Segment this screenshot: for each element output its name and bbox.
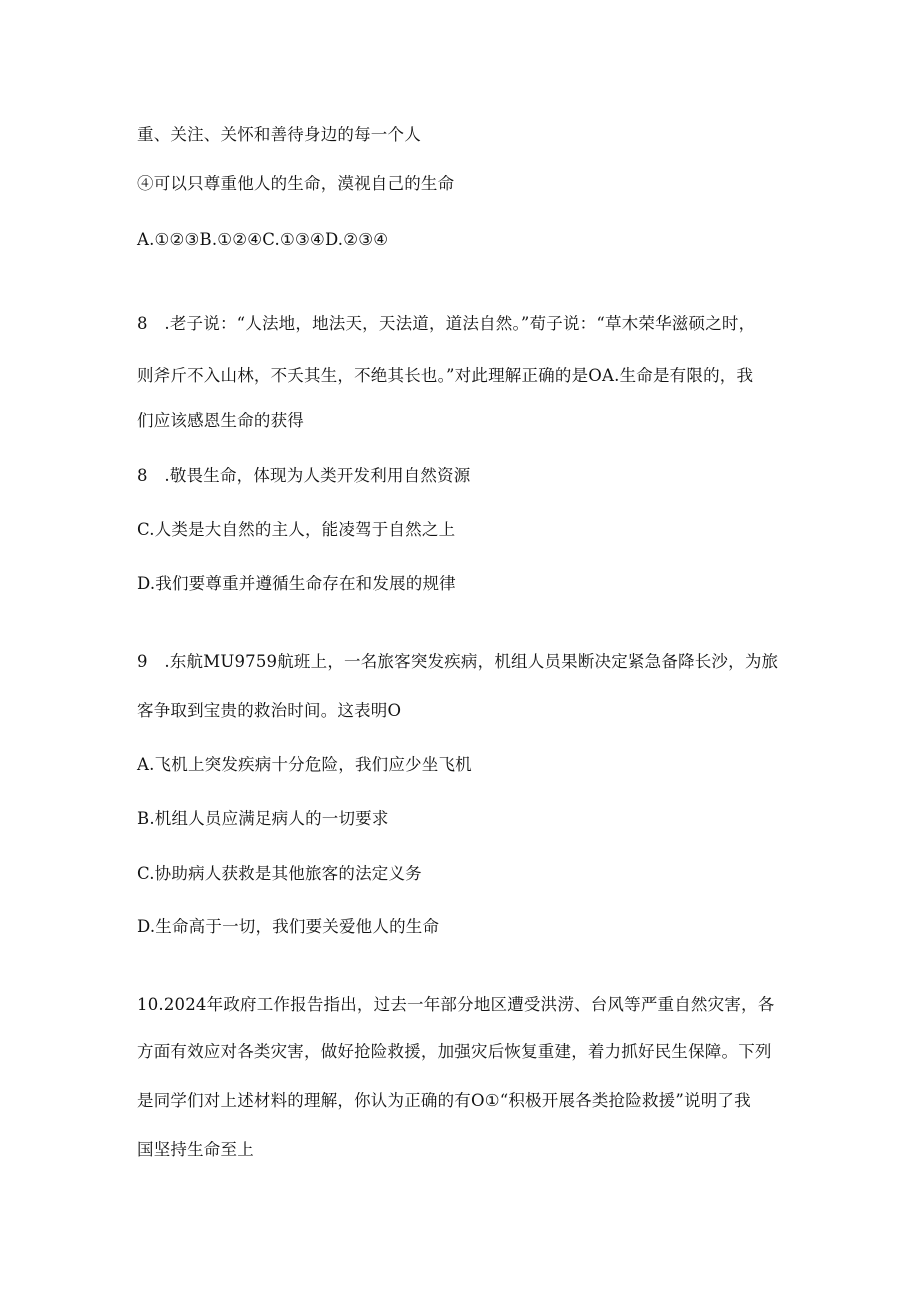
text-line-question10-stem-4: 国坚持生命至上 (137, 1140, 254, 1159)
text-line-question8-option-d: D.我们要尊重并遵循生命存在和发展的规律 (137, 574, 456, 593)
text-line-question8-option-c: C.人类是大自然的主人，能凌驾于自然之上 (137, 520, 456, 539)
text-line-question8-stem-3: 们应该感恩生命的获得 (137, 411, 304, 430)
text-line-question9-option-a: A.飞机上突发疾病十分危险，我们应少坐飞机 (137, 755, 472, 774)
text-line-question9-option-c: C.协助病人获救是其他旅客的法定义务 (137, 864, 422, 883)
text-line-question10-stem-3: 是同学们对上述材料的理解，你认为正确的有O①“积极开展各类抢险救援”说明了我 (137, 1091, 751, 1110)
text-line-question9-option-d: D.生命高于一切，我们要关爱他人的生命 (137, 917, 440, 936)
text-line-question8-option-b: 8 .敬畏生命，体现为人类开发利用自然资源 (137, 466, 471, 485)
text-line-question7-option3-end: 重、关注、关怀和善待身边的每一个人 (137, 125, 421, 144)
text-line-question10-stem-1: 10.2024年政府工作报告指出，过去一年部分地区遭受洪涝、台风等严重自然灾害，各 (137, 995, 775, 1014)
text-line-question8-stem-1: 8 .老子说：“人法地，地法天，天法道，道法自然。”荀子说：“草木荣华滋硕之时， (137, 314, 756, 333)
text-line-question9-stem-2: 客争取到宝贵的救治时间。这表明O (137, 701, 402, 720)
text-line-question10-stem-2: 方面有效应对各类灾害，做好抢险救援，加强灾后恢复重建，着力抓好民生保障。下列 (137, 1042, 772, 1061)
text-line-question9-option-b: B.机组人员应满足病人的一切要求 (137, 809, 389, 828)
text-line-question7-choices: A.①②③B.①②④C.①③④D.②③④ (137, 230, 389, 249)
text-line-question8-stem-2: 则斧斤不入山林，不夭其生，不绝其长也。”对此理解正确的是OA.生命是有限的，我 (137, 366, 754, 385)
text-line-question9-stem-1: 9 .东航MU9759航班上，一名旅客突发疾病，机组人员果断决定紧急备降长沙，为旅 (137, 652, 779, 671)
text-line-question7-option4: ④可以只尊重他人的生命，漠视自己的生命 (137, 174, 455, 193)
